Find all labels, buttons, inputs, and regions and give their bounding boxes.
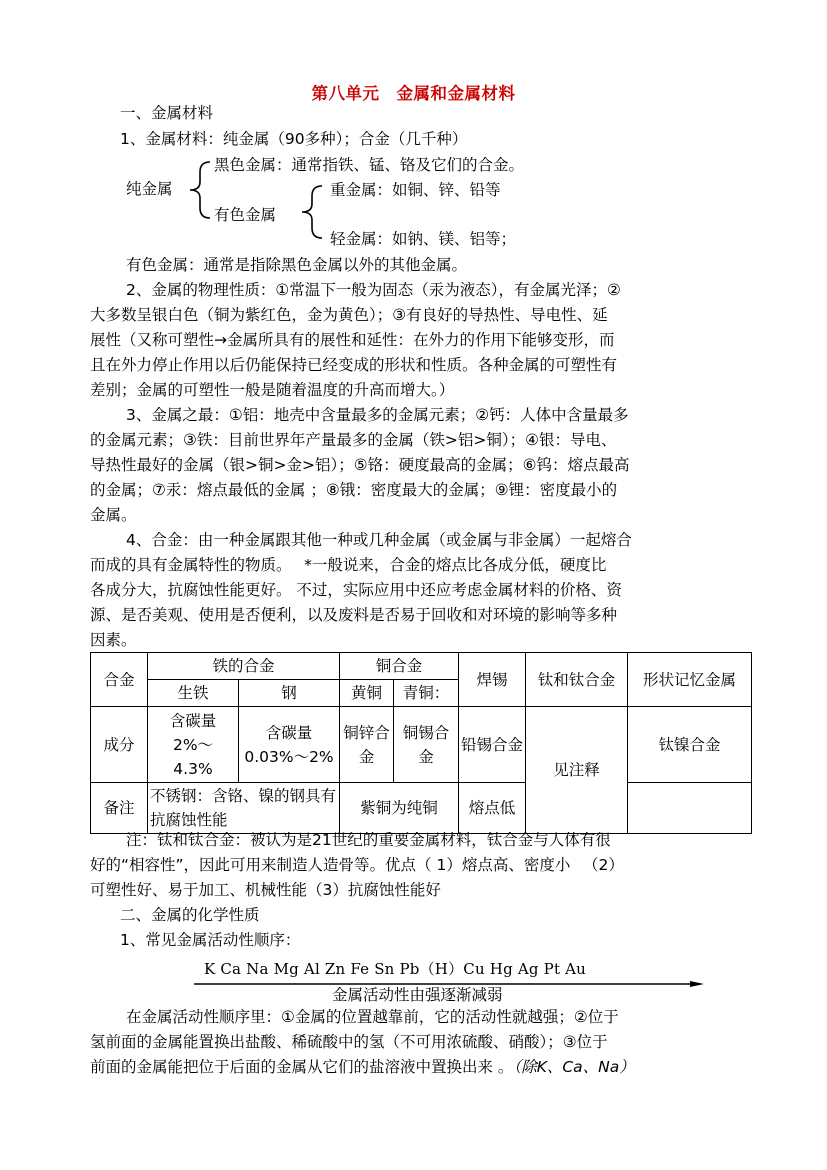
paragraph-line: 展性（又称可塑性→金属所具有的展性和延性：在外力的作用下能够变形，而 <box>90 331 615 349</box>
copper-note: 紫铜为纯铜 <box>340 783 459 834</box>
paragraph-line: 好的“相容性”，因此可用来制造人造骨等。优点（ 1）熔点高、密度小 （2） <box>90 856 624 874</box>
section2-heading: 二、金属的化学性质 <box>120 906 260 924</box>
header-brass: 黄铜 <box>340 680 394 707</box>
titanium-composition: 见注释 <box>526 707 628 834</box>
activity-series: K Ca Na Mg Al Zn Fe Sn Pb（H）Cu Hg Ag Pt Au <box>204 960 587 978</box>
pig-iron-composition <box>148 707 239 783</box>
header-shape-memory: 形状记忆金属 <box>628 653 752 707</box>
bronze-composition: 铜锡合金 <box>394 707 459 783</box>
header-iron-alloy: 铁的合金 <box>148 653 340 680</box>
cell-text: 0.03%～2% <box>244 747 334 766</box>
pure-metal-label: 纯金属 <box>126 180 173 198</box>
section1-heading: 一、金属材料 <box>120 104 214 122</box>
header-titanium: 钛和钛合金 <box>526 653 628 707</box>
header-copper-alloy: 铜合金 <box>340 653 459 680</box>
header-pig-iron: 生铁 <box>148 680 239 707</box>
alloy-table <box>90 652 752 834</box>
header-solder: 焊锡 <box>459 653 526 707</box>
paragraph-line: 注：钛和钛合金：被认为是21世纪的重要金属材料，钛合金与人体有很 <box>126 831 611 849</box>
cell-text: 含碳量 <box>265 723 313 742</box>
brace-right-icon <box>298 184 328 240</box>
header-bronze: 青铜： <box>394 680 459 707</box>
paragraph-line <box>90 1056 756 1078</box>
paragraph-line: 3、金属之最：①铝：地壳中含量最多的金属元素；②钙：人体中含量最多 <box>126 406 629 424</box>
header-steel: 钢 <box>239 680 340 707</box>
paragraph-line: 各成分大，抗腐蚀性能更好。 不过，实际应用中还应考虑金属材料的价格、资 <box>90 581 622 599</box>
page-title: 第八单元 金属和金属材料 <box>311 84 516 103</box>
light-metal-line: 轻金属：如钠、镁、铝等； <box>330 230 517 248</box>
paragraph-line: 的金属；⑦汞：熔点最低的金属 ；⑧锇：密度最大的金属；⑨锂：密度最小的 <box>90 481 618 499</box>
colored-metal-label: 有色金属 <box>214 206 277 224</box>
paragraph-line: 在金属活动性顺序里：①金属的位置越靠前，它的活动性就越强；②位于 <box>126 1008 619 1026</box>
row-note-label: 备注 <box>91 783 148 834</box>
paragraph-line: 2、金属的物理性质：①常温下一般为固态（汞为液态），有金属光泽；② <box>126 281 621 299</box>
solder-note: 熔点低 <box>459 783 526 834</box>
brass-composition: 铜锌合金 <box>340 707 394 783</box>
activity-series-caption: 金属活动性由强逐渐减弱 <box>332 986 503 1004</box>
paragraph-line: 大多数呈银白色（铜为紫红色，金为黄色）；③有良好的导热性、导电性、延 <box>90 306 608 324</box>
paragraph-line: 金属。 <box>90 506 137 524</box>
paragraph-line: 且在外力停止作用以后仍能保持已经变成的形状和性质。各种金属的可塑性有 <box>90 356 618 374</box>
solder-composition: 铅锡合金 <box>459 707 526 783</box>
paragraph-line: 导热性最好的金属（银>铜>金>铝）；⑤铬：硬度最高的金属；⑥钨：熔点最高 <box>90 456 630 474</box>
paragraph-line: 因素。 <box>90 631 137 649</box>
paragraph-line: 差别；金属的可塑性一般是随着温度的升高而增大。） <box>90 381 455 399</box>
rule-text: 前面的金属能把位于后面的金属从它们的盐溶液中置换出来 。 <box>90 1058 514 1076</box>
cell-text: 含碳量 <box>169 711 217 730</box>
cell-text: 2%～ <box>172 735 214 754</box>
heavy-metal-line: 重金属：如铜、锌、铅等 <box>330 181 501 199</box>
metal-materials-line: 1、金属材料：纯金属（90多种）；合金（几千种） <box>120 130 468 148</box>
paragraph-line: 源、是否美观、使用是否便利，以及废料是否易于回收和对环境的影响等多种 <box>90 606 618 624</box>
rule-exception: （除K、Ca、Na） <box>513 1058 635 1076</box>
colored-metal-definition: 有色金属：通常是指除黑色金属以外的其他金属。 <box>126 256 468 274</box>
paragraph-line: 4、合金：由一种金属跟其他一种或几种金属（或金属与非金属）一起熔合 <box>126 531 632 549</box>
shape-memory-composition: 钛镍合金 <box>628 707 752 783</box>
shape-memory-note <box>628 783 752 834</box>
cell-text: 4.3% <box>173 759 213 778</box>
iron-note: 不锈钢：含铬、镍的钢具有抗腐蚀性能 <box>148 783 340 834</box>
paragraph-line: 可塑性好、易于加工、机械性能（3）抗腐蚀性能好 <box>90 881 441 899</box>
row-composition-label: 成分 <box>91 707 148 783</box>
black-metal-line: 黑色金属：通常指铁、锰、铬及它们的合金。 <box>214 156 525 174</box>
paragraph-line: 的金属元素；③铁：目前世界年产量最多的金属（铁>铝>铜）；④银：导电、 <box>90 431 617 449</box>
steel-composition <box>239 707 340 783</box>
activity-series-heading: 1、常见金属活动性顺序： <box>120 931 301 949</box>
paragraph-line: 氢前面的金属能置换出盐酸、稀硫酸中的氢（不可用浓硫酸、硝酸）；③位于 <box>90 1033 608 1051</box>
brace-left-icon <box>186 160 216 220</box>
paragraph-line: 而成的具有金属特性的物质。 *一般说来，合金的熔点比各成分低，硬度比 <box>90 556 607 574</box>
header-alloy: 合金 <box>91 653 148 707</box>
